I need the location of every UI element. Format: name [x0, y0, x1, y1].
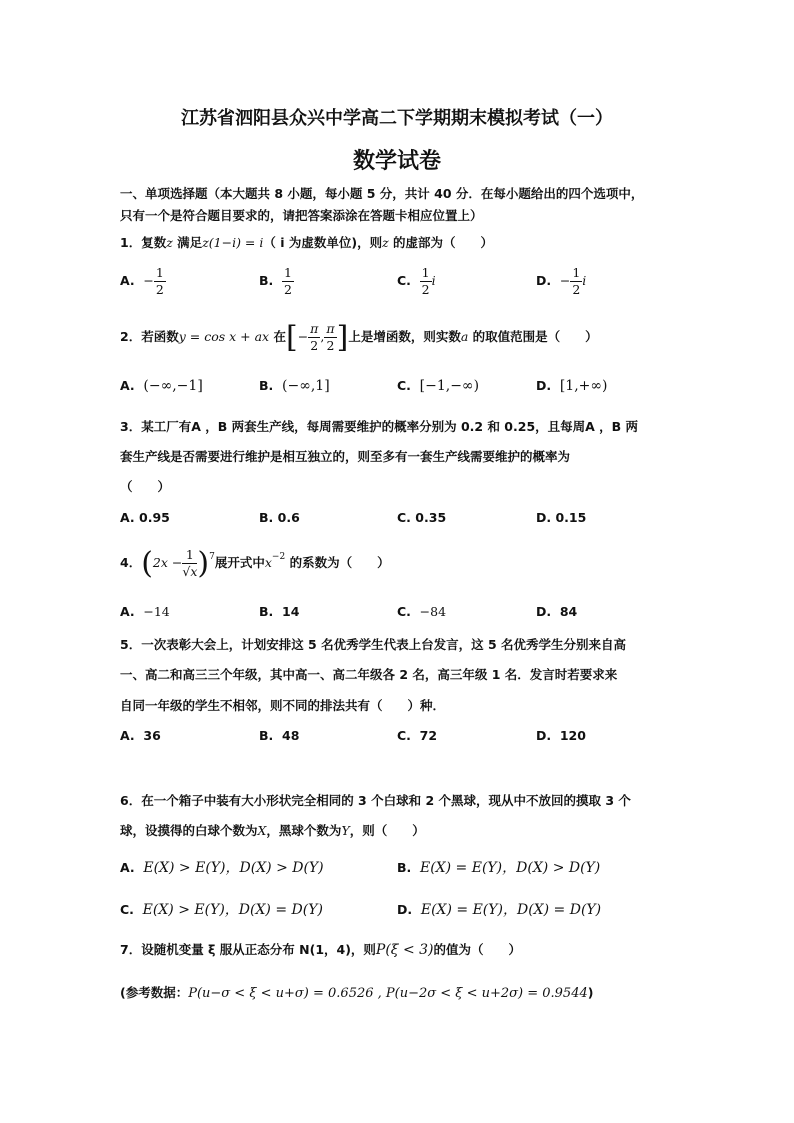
q4-option-d[interactable]: D. 84 — [536, 604, 578, 619]
question-5-line2: 一、高二和高三三个年级，其中高一、高二年级各 2 名，高三年级 1 名．发言时若要求来 — [120, 667, 618, 682]
question-7-reference: (参考数据：P(u−σ < ξ < u+σ) = 0.6526 , P(u−2σ < ξ < u+2σ) = 0.9544) — [120, 985, 594, 1001]
q6-option-a[interactable]: A. E(X) > E(Y)，D(X) > D(Y) — [120, 860, 324, 876]
q3-option-a[interactable]: A. 0.95 — [120, 510, 170, 525]
question-5-line1: 5．一次表彰大会上，计划安排这 5 名优秀学生代表上台发言，这 5 名优秀学生分别来自高 — [120, 637, 627, 652]
section-heading-line1: 一、单项选择题（本大题共 8 小题，每小题 5 分，共计 40 分．在每小题给出的四个选项中， — [120, 186, 644, 201]
q1-option-a[interactable]: A. − $\frac{1}{2}$ — [120, 265, 164, 297]
q4-option-c[interactable]: C. −84 — [397, 604, 447, 619]
q6-option-d[interactable]: D. E(X) = E(Y)，D(X) = D(Y) — [397, 902, 602, 918]
q2-option-b[interactable]: B. (−∞,1] — [259, 378, 330, 394]
q3-option-c[interactable]: C. 0.35 — [397, 510, 447, 525]
q6-option-b[interactable]: B. E(X) = E(Y)，D(X) > D(Y) — [397, 860, 601, 876]
q1-option-b[interactable]: B. $\frac{1}{2}$ — [259, 265, 292, 297]
q1-option-c[interactable]: C. $\frac{1}{2}$ i — [397, 265, 436, 297]
q6-option-c[interactable]: C. E(X) > E(Y)，D(X) = D(Y) — [120, 902, 323, 918]
q5-option-b[interactable]: B. 48 — [259, 728, 300, 743]
question-2: 2．若函数y = cos x + ax 在[− $\frac{\pi}{2}$ , $\frac{\pi}{2}$ ]上是增函数，则实数a 的取值范围是（ ） — [120, 320, 598, 355]
question-7: 7．设随机变量 ξ 服从正态分布 N(1，4)，则P(ξ < 3)的值为（ ） — [120, 942, 522, 958]
section-heading-line2: 只有一个是符合题目要求的，请把答案添涂在答题卡相应位置上） — [120, 208, 483, 223]
q5-option-d[interactable]: D. 120 — [536, 728, 586, 743]
q2-option-a[interactable]: A. (−∞,−1] — [120, 378, 203, 394]
question-5-line3: 自同一年级的学生不相邻，则不同的排法共有（ ）种． — [120, 698, 446, 713]
q4-option-a[interactable]: A. −14 — [120, 604, 170, 619]
q5-option-a[interactable]: A. 36 — [120, 728, 161, 743]
question-4: 4．(2x − $\frac{1}{√x}$ )$^7$展开式中$x^{-2}$ 的系数为（ ） — [120, 546, 390, 581]
question-3-line1: 3．某工厂有A ，B 两套生产线，每周需要维护的概率分别为 0.2 和 0.25，且每周A ，B 两 — [120, 419, 639, 434]
q5-option-c[interactable]: C. 72 — [397, 728, 438, 743]
q1-option-d[interactable]: D. − $\frac{1}{2}$ i — [536, 265, 587, 297]
q2-option-d[interactable]: D. [1,+∞) — [536, 378, 608, 394]
q3-option-b[interactable]: B. 0.6 — [259, 510, 300, 525]
question-1: 1．复数z 满足z(1−i) = i（ i 为虚数单位)，则z 的虚部为（ ） — [120, 235, 494, 250]
exam-title: 江苏省泗阳县众兴中学高二下学期期末模拟考试（一） — [181, 108, 613, 129]
question-6-line1: 6．在一个箱子中装有大小形状完全相同的 3 个白球和 2 个黑球，现从中不放回的摸取 3 个 — [120, 793, 631, 808]
question-3-line3: （ ） — [120, 479, 171, 494]
question-3-line2: 套生产线是否需要进行维护是相互独立的，则至多有一套生产线需要维护的概率为 — [120, 449, 571, 464]
q4-option-b[interactable]: B. 14 — [259, 604, 300, 619]
q2-option-c[interactable]: C. [−1,−∞) — [397, 378, 480, 394]
q3-option-d[interactable]: D. 0.15 — [536, 510, 587, 525]
exam-subtitle: 数学试卷 — [352, 148, 441, 174]
question-6-line2: 球，设摸得的白球个数为X，黑球个数为Y，则（ ） — [120, 823, 425, 838]
